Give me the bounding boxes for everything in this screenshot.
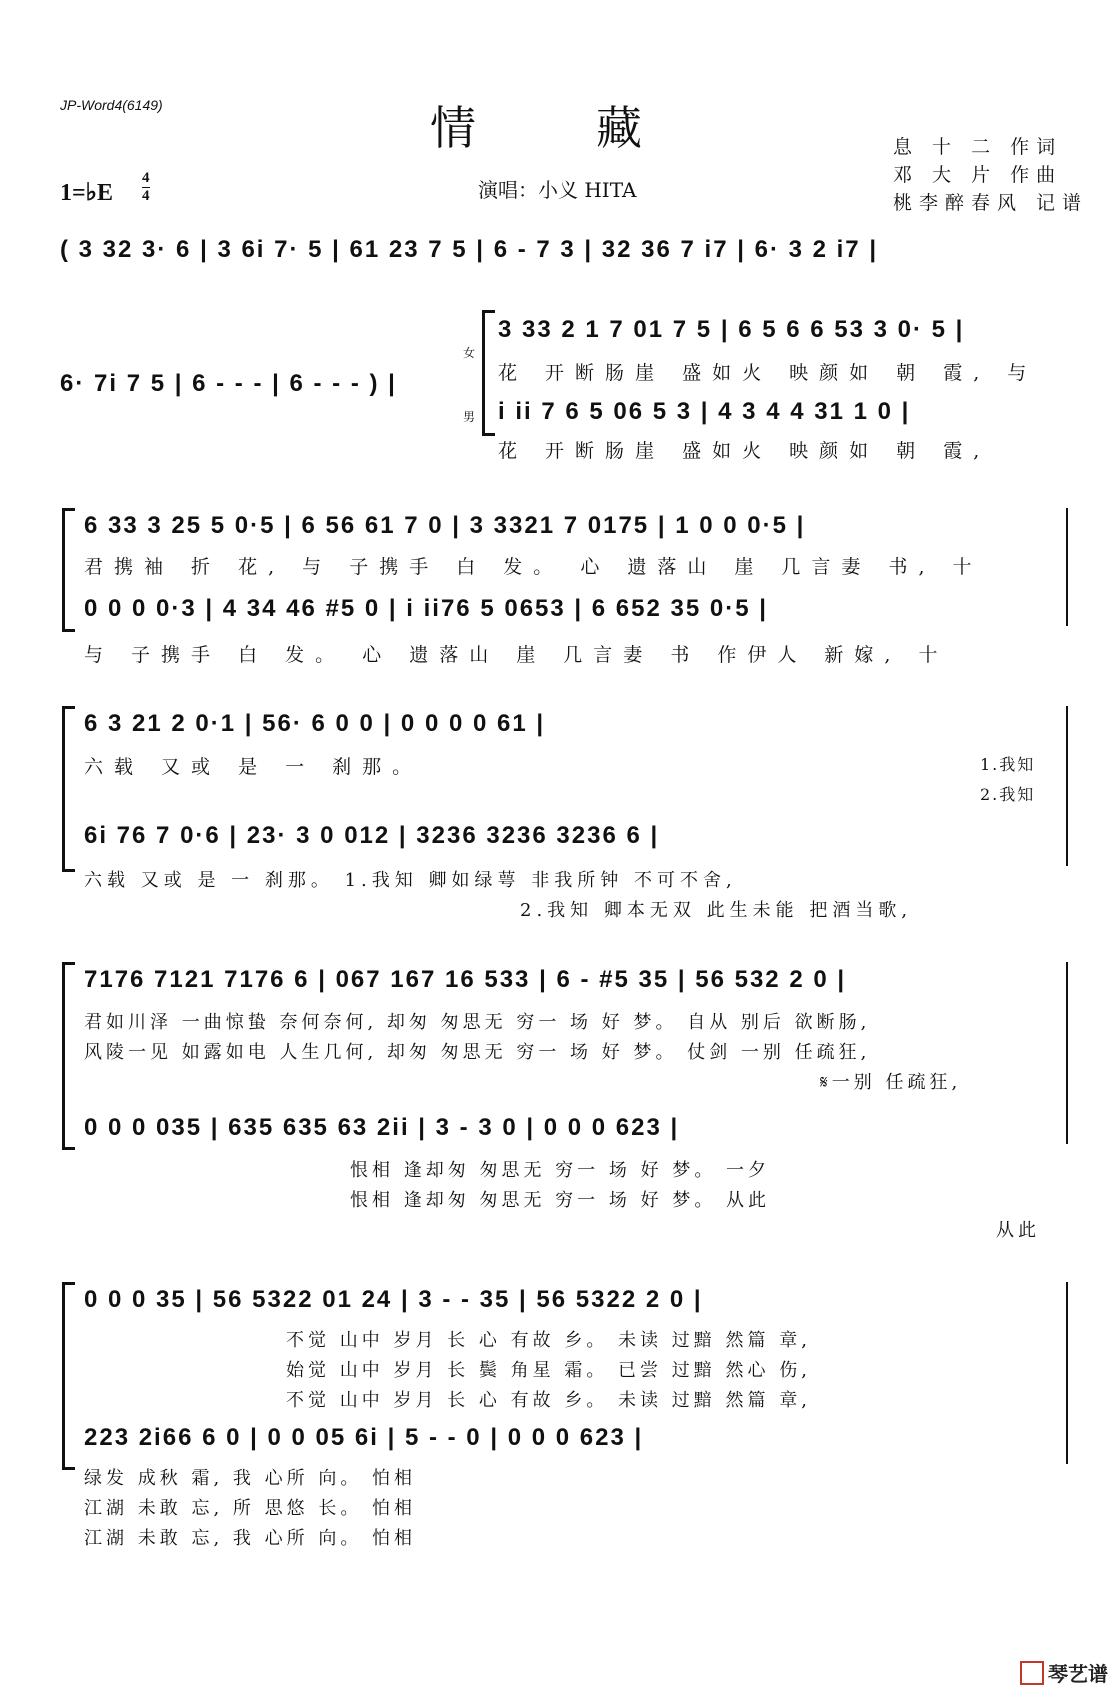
- notation-line: 0 0 0 035 | 635 635 63 2ii | 3 - 3 0 | 0 0 0 623 |: [84, 1114, 680, 1141]
- lyric-line: 从此: [996, 1220, 1040, 1241]
- bar-line: [1066, 508, 1068, 626]
- notation-line: 0 0 0 35 | 56 5322 01 24 | 3 - - 35 | 56 5322 2 0 |: [84, 1286, 703, 1313]
- watermark-logo: [1020, 1658, 1108, 1687]
- lyric-line: 花 开断肠崖 盛如火 映颜如 朝 霞, 与: [498, 362, 1038, 384]
- transcriber-credit: 桃李醉春风 记谱: [893, 192, 1089, 214]
- lyric-line: 风陵一见 如露如电 人生几何, 却匆 匆思无 穷一 场 好 梦。 仗剑 一别 任疏狂,: [84, 1042, 871, 1063]
- system-brace: [482, 310, 495, 436]
- notation-line: 6i 76 7 0·6 | 23· 3 0 012 | 3236 3236 3236 6 |: [84, 822, 660, 849]
- key-signature: 1=♭E: [60, 180, 114, 206]
- notation-line: ( 3 32 3· 6 | 3 6i 7· 5 | 61 23 7 5 | 6 - 7 3 | 32 36 7 i7 | 6· 3 2 i7 |: [60, 236, 879, 263]
- lyric-line: 君如川泽 一曲惊蛰 奈何奈何, 却匆 匆思无 穷一 场 好 梦。 自从 别后 欲断肠,: [84, 1012, 871, 1033]
- notation-line: 3 33 2 1 7 01 7 5 | 6 5 6 6 53 3 0· 5 |: [498, 316, 965, 343]
- notation-line: 7176 7121 7176 6 | 067 167 16 533 | 6 - #5 35 | 56 532 2 0 |: [84, 966, 847, 993]
- notation-line: 223 2i66 6 0 | 0 0 05 6i | 5 - - 0 | 0 0 0 623 |: [84, 1424, 644, 1451]
- composer-credit: 邓 大 片 作曲: [893, 164, 1063, 186]
- lyric-line: 君携袖 折 花, 与 子携手 白 发。 心 遗落山 崖 几言妻 书, 十: [84, 556, 983, 578]
- lyric-line: 恨相 逢却匆 匆思无 穷一 场 好 梦。 一夕: [350, 1160, 771, 1181]
- notation-line: 6 3 21 2 0·1 | 56· 6 0 0 | 0 0 0 0 61 |: [84, 710, 546, 737]
- lyric-line: 2.我知 卿本无双 此生未能 把酒当歌,: [520, 900, 913, 921]
- notation-line: i ii 7 6 5 06 5 3 | 4 3 4 4 31 1 0 |: [498, 398, 911, 425]
- lyric-line: 花 开断肠崖 盛如火 映颜如 朝 霞,: [498, 440, 991, 462]
- lyric-line: 始觉 山中 岁月 长 鬓 角星 霜。 已尝 过黯 然心 伤,: [286, 1360, 811, 1381]
- system-brace: [62, 1282, 75, 1470]
- time-signature: [142, 170, 150, 205]
- lyric-line: 不觉 山中 岁月 长 心 有故 乡。 未读 过黯 然篇 章,: [286, 1330, 811, 1351]
- notation-line: 6· 7i 7 5 | 6 - - - | 6 - - - ) |: [60, 370, 397, 397]
- software-tag: JP-Word4(6149): [60, 97, 163, 113]
- lyric-line: 六载 又或 是 一 刹那。: [84, 756, 423, 778]
- lyric-line: 江湖 未敢 忘, 我 心所 向。 怕相: [84, 1528, 417, 1549]
- lyric-line: 绿发 成秋 霜, 我 心所 向。 怕相: [84, 1468, 417, 1489]
- lyric-line: 与 子携手 白 发。 心 遗落山 崖 几言妻 书 作伊人 新嫁, 十: [84, 644, 949, 666]
- lyric-line: 六载 又或 是 一 刹那。 1.我知 卿如绿萼 非我所钟 不可不舍,: [84, 870, 737, 891]
- logo-icon: [1020, 1661, 1044, 1685]
- lyric-line: 恨相 逢却匆 匆思无 穷一 场 好 梦。 从此: [350, 1190, 771, 1211]
- system-brace: [62, 508, 75, 632]
- lyric-line: 𝄋一别 任疏狂,: [820, 1072, 962, 1093]
- singer-credit: 演唱：小义 HITA: [478, 178, 637, 202]
- bar-line: [1066, 706, 1068, 866]
- voice-label-male: 男: [463, 410, 476, 424]
- notation-line: 6 33 3 25 5 0·5 | 6 56 61 7 0 | 3 3321 7 0175 | 1 0 0 0·5 |: [84, 512, 806, 539]
- notation-line: 0 0 0 0·3 | 4 34 46 #5 0 | i ii76 5 0653 | 6 652 35 0·5 |: [84, 595, 768, 622]
- system-brace: [62, 706, 75, 872]
- voice-label-female: 女: [463, 346, 476, 360]
- watermark-text: 琴艺谱: [1048, 1662, 1108, 1686]
- time-signature-numerator: 4: [142, 170, 150, 186]
- lyric-line: 2.我知: [980, 785, 1036, 804]
- lyric-line: 1.我知: [980, 755, 1036, 774]
- lyric-line: 江湖 未敢 忘, 所 思悠 长。 怕相: [84, 1498, 417, 1519]
- lyricist-credit: 息 十 二 作词: [893, 136, 1063, 158]
- system-brace: [62, 962, 75, 1150]
- time-signature-denominator: 4: [142, 188, 150, 204]
- bar-line: [1066, 962, 1068, 1144]
- page-title: 情藏: [430, 101, 762, 155]
- bar-line: [1066, 1282, 1068, 1464]
- lyric-line: 不觉 山中 岁月 长 心 有故 乡。 未读 过黯 然篇 章,: [286, 1390, 811, 1411]
